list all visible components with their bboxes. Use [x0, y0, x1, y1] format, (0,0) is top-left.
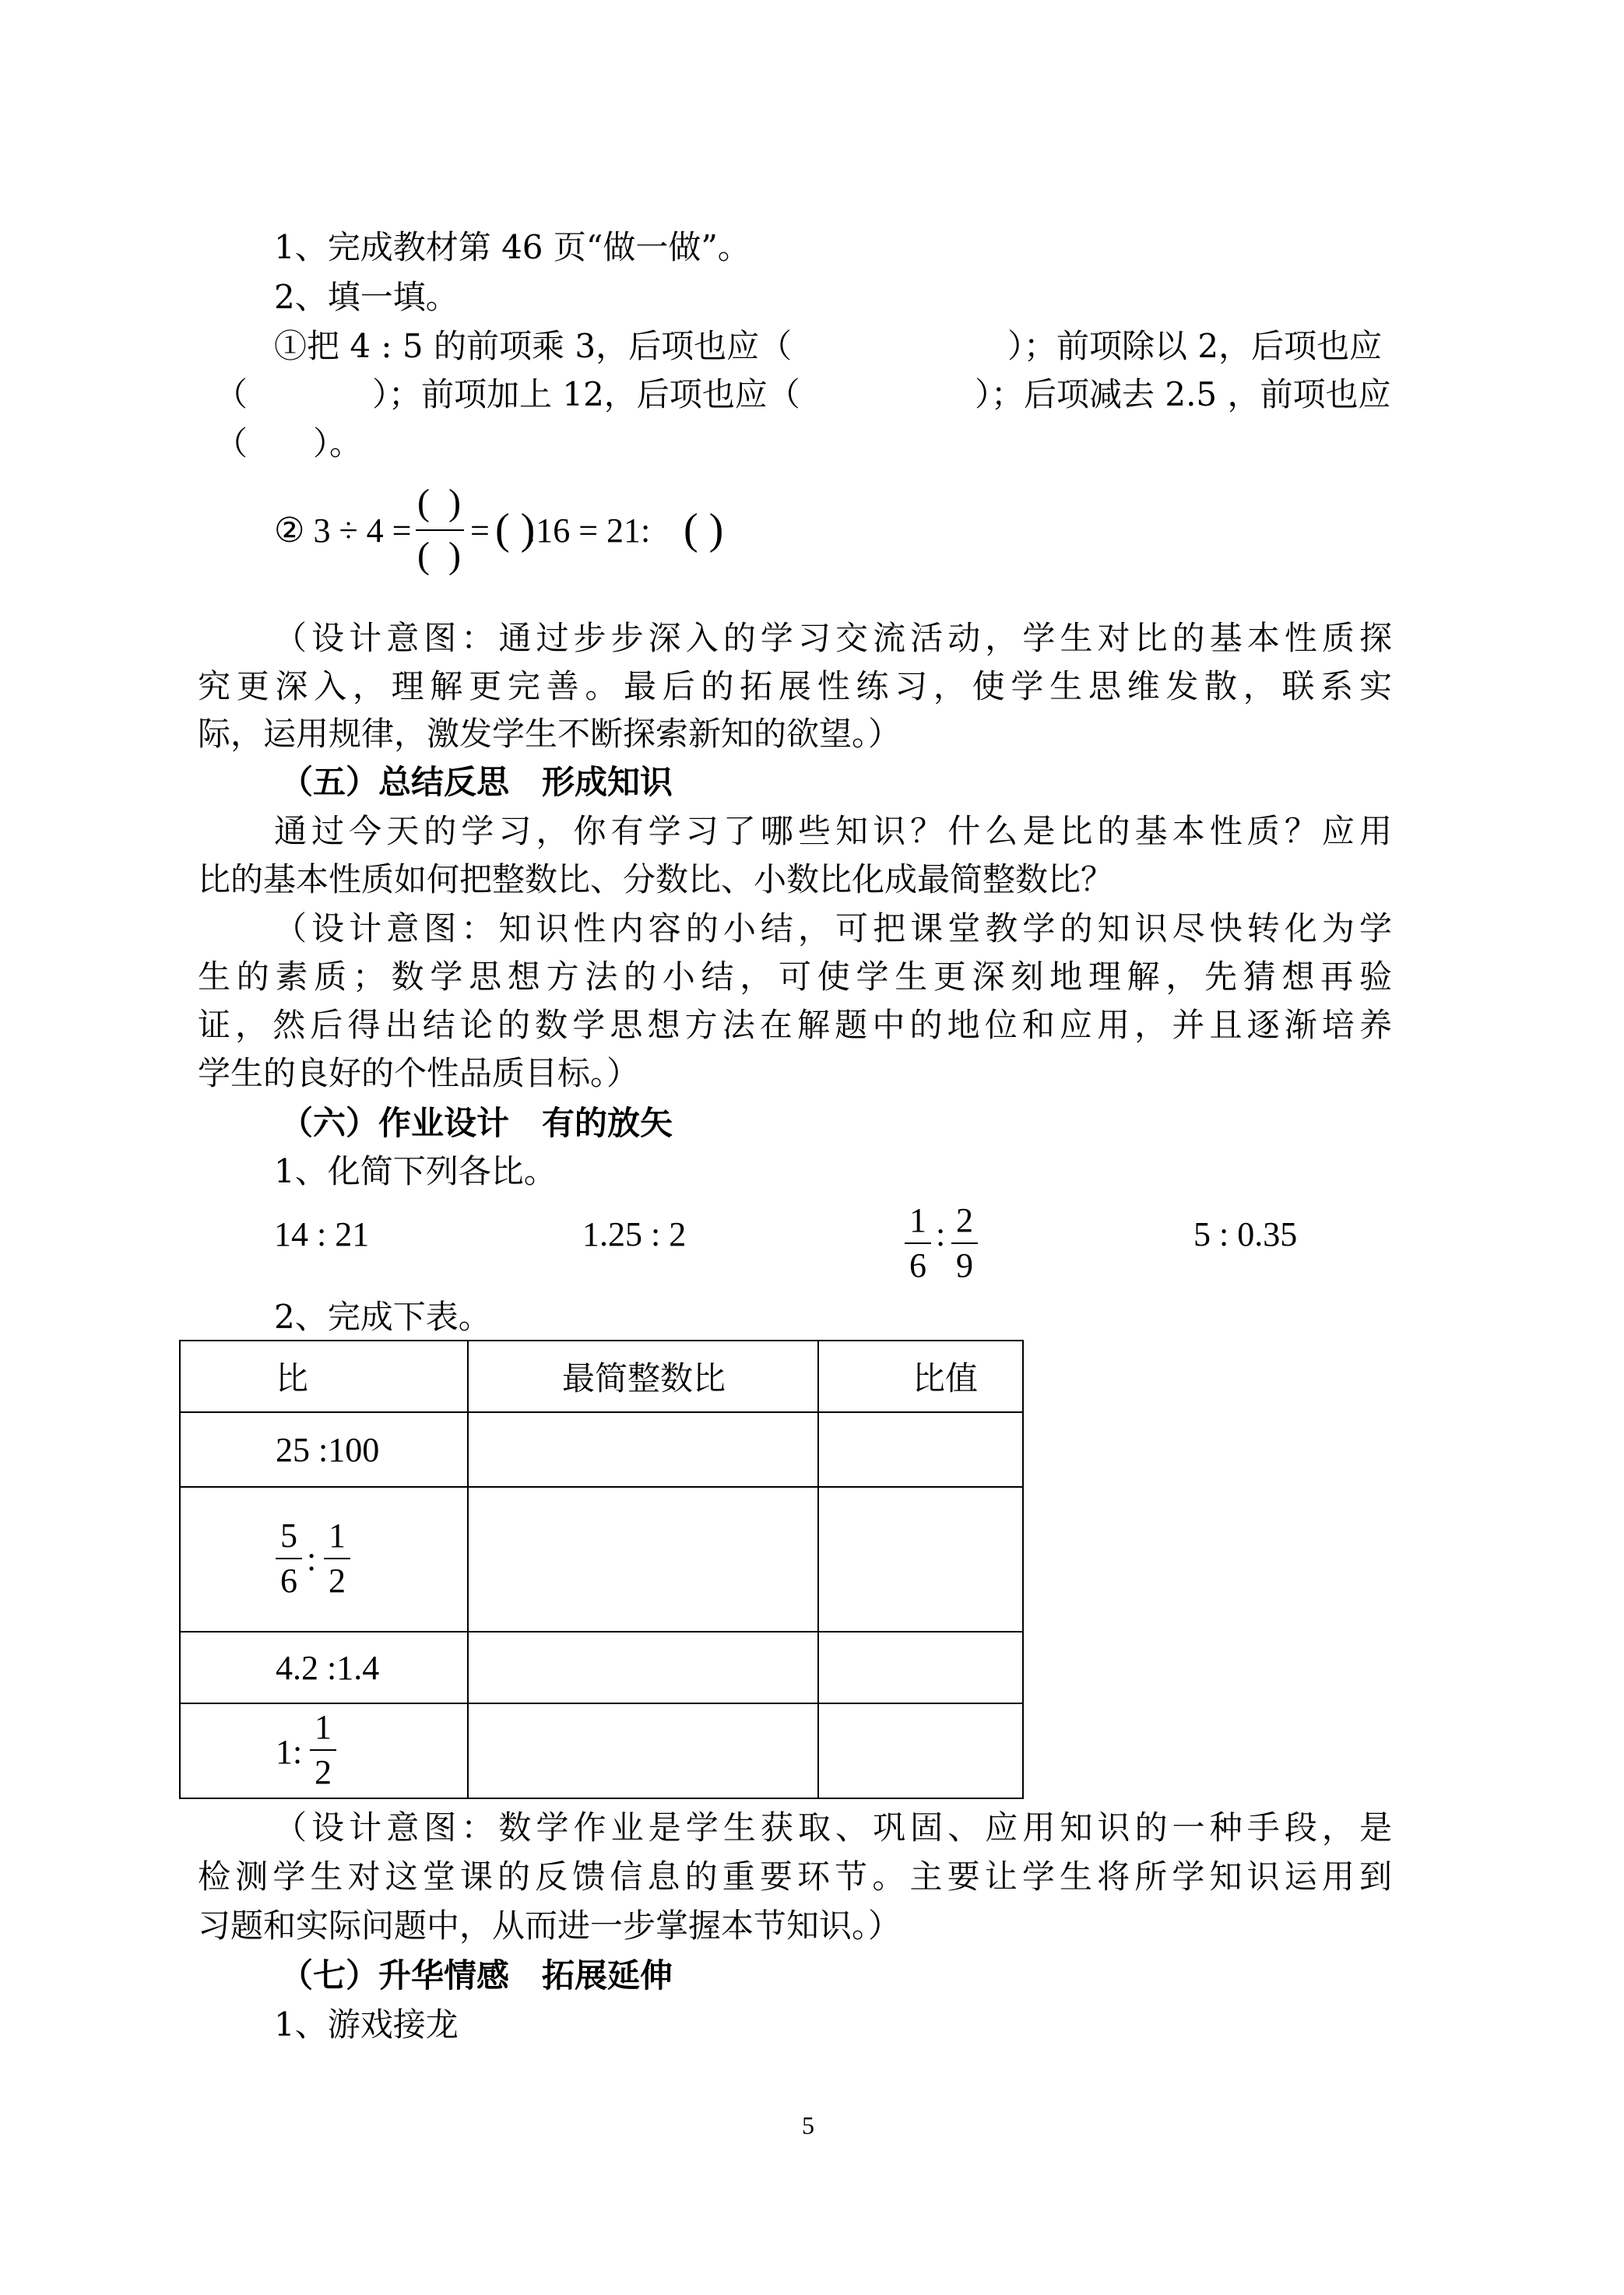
design-intent-1-line-1: （设计意图：通过步步深入的学习交流活动，学生对比的基本性质探 — [274, 619, 1392, 657]
section-5-design-line-4: 学生的良好的个性品质目标。） — [198, 1054, 640, 1092]
exercise-table — [179, 1340, 1024, 1799]
table-header-row — [180, 1341, 1023, 1412]
row-2-value-cell[interactable] — [818, 1487, 1023, 1632]
blank-denominator: ( ) — [417, 535, 461, 576]
ratio-item-3-colon: : — [936, 1215, 946, 1253]
numerator: 1 — [315, 1708, 332, 1746]
table-row — [180, 1412, 1023, 1487]
fill-line-1a: ①把 4 : 5 的前项乘 3，后项也应（ — [274, 327, 793, 365]
row-4-ratio — [180, 1703, 468, 1798]
denominator: 6 — [280, 1562, 297, 1600]
fraction-bar — [951, 1242, 978, 1244]
row-2-colon: : — [307, 1540, 317, 1578]
ratio-item-3-fraction-a — [905, 1201, 931, 1285]
fill-line-1b: ）；前项除以 2，后项也应 — [1007, 327, 1383, 365]
blank-ratio-front: ( ) — [495, 505, 536, 554]
section-5-design-line-1: （设计意图：知识性内容的小结，可把课堂教学的知识尽快转化为学 — [274, 909, 1392, 947]
section-6-design-line-1: （设计意图：数学作业是学生获取、巩固、应用知识的一种手段，是 — [274, 1808, 1392, 1847]
section-5-para-line-1: 通过今天的学习，你有学习了哪些知识？什么是比的基本性质？应用 — [274, 812, 1392, 850]
table-row — [180, 1703, 1023, 1798]
equation-equals: = — [470, 511, 490, 550]
ratio-item-3-fraction-b — [951, 1201, 978, 1285]
header-ratio: 比 — [180, 1341, 468, 1412]
row-4-simplest-cell[interactable] — [468, 1703, 818, 1798]
numerator: 2 — [956, 1201, 973, 1239]
section-5-para-line-2: 比的基本性质如何把整数比、分数比、小数比化成最简整数比？ — [198, 860, 1114, 898]
item-1: 1、完成教材第 46 页“做一做”。 — [274, 228, 750, 266]
row-3-value-cell[interactable] — [818, 1632, 1023, 1703]
row-4-value-cell[interactable] — [818, 1703, 1023, 1798]
row-1-ratio: 25 :100 — [180, 1412, 468, 1487]
numerator: 1 — [329, 1517, 346, 1555]
row-2-fraction-a — [276, 1519, 302, 1598]
row-3-ratio: 4.2 :1.4 — [180, 1632, 468, 1703]
denominator: 9 — [956, 1246, 973, 1285]
equation-prefix: ② 3 ÷ 4 = — [274, 511, 412, 550]
denominator: 2 — [315, 1753, 332, 1791]
fraction-bar — [324, 1558, 350, 1559]
table-row — [180, 1487, 1023, 1632]
numerator: 1 — [909, 1201, 926, 1239]
section-6-design-line-2: 检测学生对这堂课的反馈信息的重要环节。主要让学生将所学知识运用到 — [198, 1857, 1392, 1896]
row-4-fraction — [310, 1710, 336, 1790]
ratio-item-4: 5 : 0.35 — [1193, 1215, 1298, 1253]
row-2-ratio — [180, 1487, 468, 1632]
row-1-value-cell[interactable] — [818, 1412, 1023, 1487]
section-5-design-line-2: 生的素质；数学思想方法的小结，可使学生更深刻地理解，先猜想再验 — [198, 958, 1392, 996]
item-2: 2、填一填。 — [274, 278, 459, 316]
row-2-simplest-cell[interactable] — [468, 1487, 818, 1632]
ratio-item-2: 1.25 : 2 — [582, 1215, 687, 1253]
design-intent-1-line-3: 际，运用规律，激发学生不断探索新知的欲望。） — [198, 715, 902, 753]
section-6-title: （六）作业设计 有的放矢 — [280, 1104, 673, 1142]
numerator: 5 — [280, 1517, 297, 1555]
row-4-lead: 1: — [276, 1733, 303, 1771]
fraction-bar — [310, 1749, 336, 1751]
section-7-q1: 1、游戏接龙 — [274, 2005, 459, 2044]
fill-line-3: （ ）。 — [215, 424, 363, 462]
section-5-design-line-3: 证，然后得出结论的数学思想方法在解题中的地位和应用，并且逐渐培养 — [198, 1006, 1392, 1044]
header-simplest-ratio: 最简整数比 — [468, 1341, 818, 1412]
header-ratio-value: 比值 — [818, 1341, 1023, 1412]
denominator: 2 — [329, 1562, 346, 1600]
fraction-bar — [416, 529, 464, 531]
section-6-q1: 1、化简下列各比。 — [274, 1152, 557, 1190]
section-6-q2: 2、完成下表。 — [274, 1298, 491, 1336]
blank-numerator: ( ) — [417, 482, 461, 523]
ratio-item-1: 14 : 21 — [274, 1215, 370, 1253]
fill-line-2c: ）；后项减去 2.5 ，前项也应 — [975, 375, 1391, 413]
design-intent-1-line-2: 究更深入，理解更完善。最后的拓展性练习，使学生思维发散，联系实 — [198, 667, 1392, 705]
row-3-simplest-cell[interactable] — [468, 1632, 818, 1703]
table-row — [180, 1632, 1023, 1703]
row-1-simplest-cell[interactable] — [468, 1412, 818, 1487]
equation-middle: :16 = 21: — [526, 511, 651, 550]
fraction-bar — [276, 1558, 302, 1559]
fill-line-2b: ）；前项加上 12，后项也应（ — [372, 375, 800, 413]
fill-line-2a: （ — [215, 375, 248, 413]
section-6-design-line-3: 习题和实际问题中，从而进一步掌握本节知识。） — [198, 1907, 902, 1945]
page-number: 5 — [802, 2111, 814, 2139]
section-7-title: （七）升华情感 拓展延伸 — [280, 1956, 673, 1995]
fraction-bar — [905, 1242, 931, 1244]
row-2-fraction-b — [324, 1519, 350, 1598]
denominator: 6 — [909, 1246, 926, 1285]
blank-ratio-back: ( ) — [684, 505, 724, 554]
section-5-title: （五）总结反思 形成知识 — [280, 763, 673, 801]
